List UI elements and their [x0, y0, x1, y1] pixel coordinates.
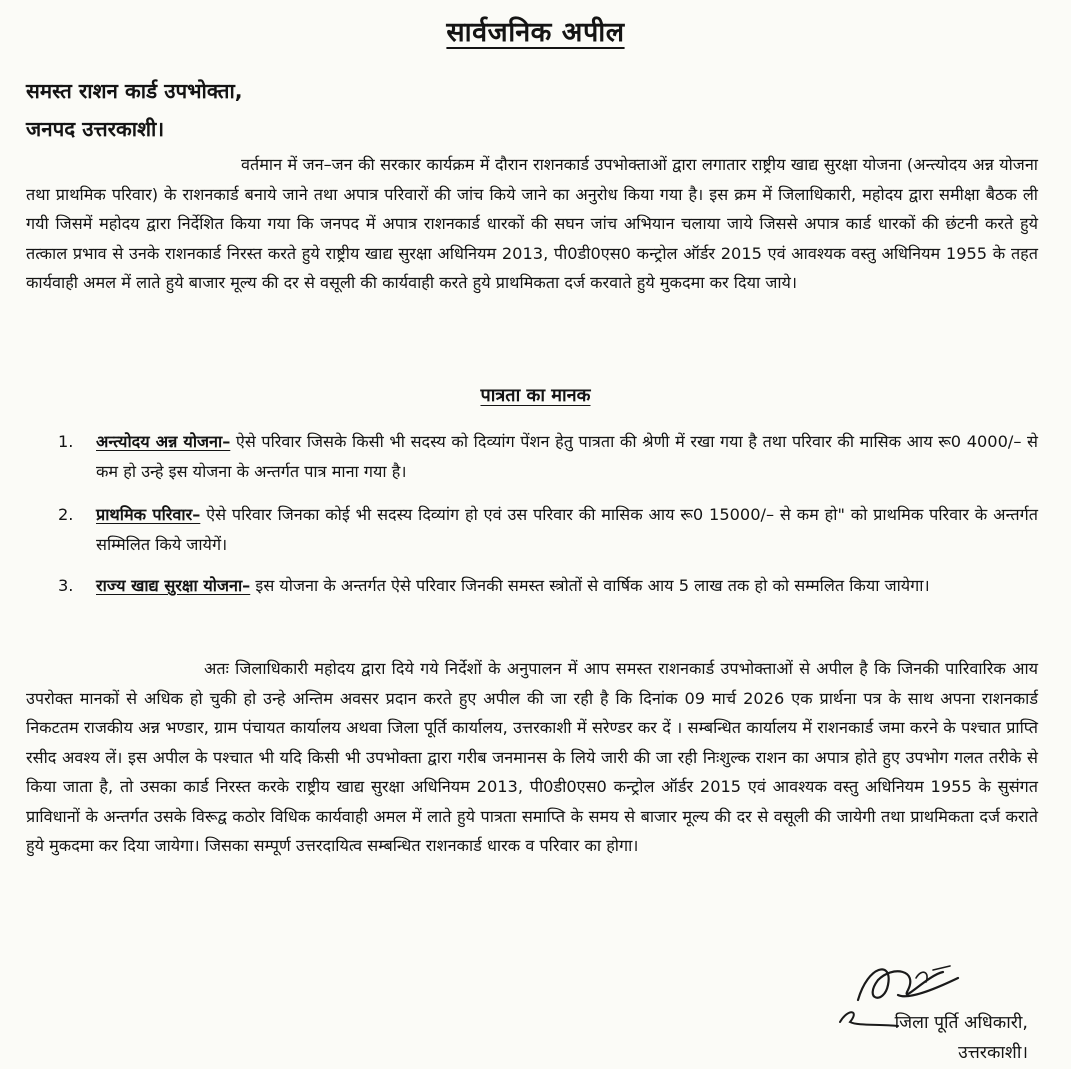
eligibility-item [58, 427, 1038, 486]
signoff-designation: जिला पूर्ति अधिकारी, [894, 1013, 1028, 1033]
eligibility-item-number: 2. [58, 505, 74, 524]
eligibility-item-body [96, 500, 1038, 559]
signoff-place: उत्तरकाशी। [958, 1043, 1028, 1063]
eligibility-item-body [96, 571, 1038, 601]
intro-paragraph: वर्तमान में जन–जन की सरकार कार्यक्रम में दौरान राशनकार्ड उपभोक्ताओं द्वारा लगातार राष्ट्रीय खाद्य सुरक्षा योजना (अन्त्योदय अन्न योजना तथा प्राथमिक परिवार) के राशनकार्ड बनाये जाने तथा अपात्र परिवारों की जांच किये जाने का अनुरोध किया गया है। इस क्रम में जिलाधिकारी, महोदय द्वारा समीक्षा बैठक ली गयी जिसमें महोदय द्वारा निर्देशित किया गया कि जनपद में अपात्र राशनकार्ड धारकों की सघन जांच अभियान चलाया जाये जिससे अपात्र कार्ड धारकों की छंटनी करते हुये तत्काल प्रभाव से उनके राशनकार्ड निरस्त करते हुये राष्ट्रीय खाद्य सुरक्षा अधिनियम 2013, पी0डी0एस0 कन्ट्रोल ऑर्डर 2015 एवं आवश्यक वस्तु अधिनियम 1955 के तहत कार्यवाही अमल में लाते हुये बाजार मूल्य की दर से वसूली की कार्यवाही करते हुये प्राथमिकता दर्ज करवाते हुये मुकदमा कर दिया जाये। [26, 155, 1038, 292]
addressee-line-1: समस्त राशन कार्ड उपभोक्ता, [26, 79, 243, 103]
eligibility-item-text: ऐसे परिवार जिनका कोई भी सदस्य दिव्यांग हो एवं उस परिवार की मासिक आय रू0 15000/– से कम हो" को प्राथमिक परिवार के अन्तर्गत सम्मिलित किये जायेगें। [96, 505, 1038, 554]
signoff-block [868, 1008, 1028, 1068]
eligibility-item-label: अन्त्योदय अन्न योजना– [96, 432, 231, 451]
eligibility-item [58, 571, 1038, 601]
eligibility-item-label: प्राथमिक परिवार– [96, 505, 201, 524]
appeal-paragraph: अतः जिलाधिकारी महोदय द्वारा दिये गये निर्देशों के अनुपालन में आप समस्त राशनकार्ड उपभोक्ताओं से अपील है कि जिनकी पारिवारिक आय उपरोक्त मानकों से अधिक हो चुकी हो उन्हे अन्तिम अवसर प्रदान करते हुए अपील की जा रही है कि दिनांक 09 मार्च 2026 एक प्रार्थना पत्र के साथ अपना राशनकार्ड निकटतम राजकीय अन्न भण्डार, ग्राम पंचायत कार्यालय अथवा जिला पूर्ति कार्यालय, उत्तरकाशी में सरेण्डर कर दें । सम्बन्धित कार्यालय में राशनकार्ड जमा करने के पश्चात प्राप्ति रसीद अवश्य लें। इस अपील के पश्चात भी यदि किसी भी उपभोक्ता द्वारा गरीब जनमानस के लिये जारी की जा रही निःशुल्क राशन का अपात्र होते हुए उपभोग गलत तरीके से किया जाता है, तो उसका कार्ड निरस्त करके राष्ट्रीय खाद्य सुरक्षा अधिनियम 2013, पी0डी0एस0 कन्ट्रोल ऑर्डर 2015 एवं आवश्यक वस्तु अधिनियम 1955 के सुसंगत प्राविधानों के अन्तर्गत उसके विरूद्व कठोर विधिक कार्यवाही अमल में लाते हुये पात्रता समाप्ति के समय से बाजार मूल्य की दर से वसूली की जायेगी तथा प्राथमिकता दर्ज कराते हुये मुकदमा कर दिया जायेगा। जिसका सम्पूर्ण उत्तरदायित्व सम्बन्धित राशनकार्ड धारक व परिवार का होगा। [26, 659, 1038, 855]
document-title-text: सार्वजनिक अपील [446, 17, 625, 48]
eligibility-item-number: 3. [58, 576, 74, 595]
eligibility-item-label: राज्य खाद्य सुरक्षा योजना– [96, 576, 251, 595]
eligibility-item-body [96, 427, 1038, 486]
eligibility-item-text: ऐसे परिवार जिसके किसी भी सदस्य को दिव्यांग पेंशन हेतु पात्रता की श्रेणी में रखा गया है तथा परिवार की मासिक आय रू0 4000/– से कम हो उन्हे इस योजना के अन्तर्गत पात्र माना गया है। [96, 432, 1039, 481]
eligibility-heading-text: पात्रता का मानक [480, 385, 591, 406]
eligibility-item-number: 1. [58, 432, 74, 451]
addressee-block [26, 72, 243, 148]
eligibility-item-text: इस योजना के अन्तर्गत ऐसे परिवार जिनकी समस्त स्त्रोतों से वार्षिक आय 5 लाख तक हो को सम्मलित किया जायेगा। [250, 576, 930, 595]
addressee-line-2: जनपद उत्तरकाशी। [26, 117, 165, 141]
eligibility-heading [0, 383, 1071, 407]
eligibility-item [58, 500, 1038, 559]
document-title [0, 12, 1071, 49]
